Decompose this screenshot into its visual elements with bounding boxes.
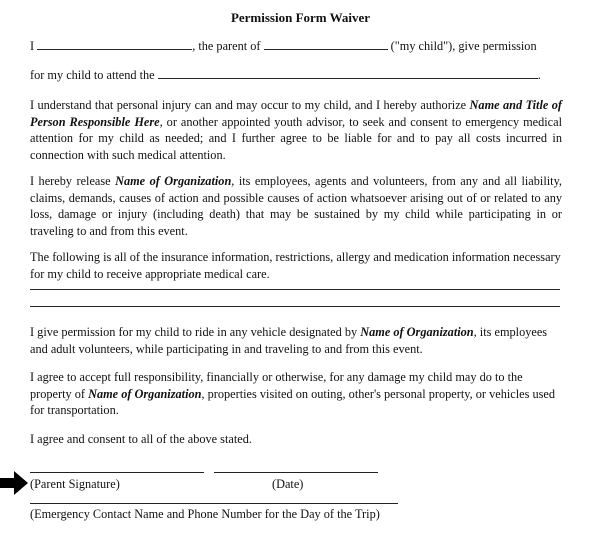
para2-text-b: , its employees, agents and volunteers, from any and all liability, claims, demands, causes of action and possible causes of action whatsoever arising out of or related to any loss, damage or injury (including death) that may be sustained by my child while participating in or traveling to and from this event. — [30, 174, 562, 238]
date-line[interactable] — [214, 472, 378, 473]
intro-period: . — [537, 68, 541, 82]
consent-statement: I agree and consent to all of the above stated. — [30, 432, 252, 446]
medical-info-line-1[interactable] — [30, 289, 560, 290]
parent-signature-line[interactable] — [30, 472, 204, 473]
para1-text-b: , or another appointed youth advisor, to seek and consent to emergency medical attention for my child as needed; and I further agree to be liable for and to pay all costs incurred in connection with such medical attention. — [30, 114, 563, 162]
intro-line-2 — [30, 67, 562, 84]
event-name-field[interactable] — [158, 67, 538, 79]
medical-authorization-paragraph — [30, 97, 562, 163]
child-name-field[interactable] — [264, 38, 388, 50]
medical-info-paragraph: The following is all of the insurance information, restrictions, allergy and medication information necessary for my child to receive appropriate medical care. — [30, 250, 561, 281]
date-label: (Date) — [272, 477, 304, 491]
parent-name-field[interactable] — [37, 38, 192, 50]
organization-placeholder: Name of Organization — [115, 174, 232, 188]
para1-text-a: I understand that personal injury can and may occur to my child, and I hereby authorize — [30, 98, 470, 112]
para5-text-b: , properties visited on outing, other's personal property, or vehicles used for transportation. — [30, 386, 555, 418]
medical-info-line-2[interactable] — [30, 306, 560, 307]
intro-give-permission: ("my child"), give permission — [390, 39, 537, 53]
organization-placeholder: Name of Organization — [88, 386, 202, 401]
form-title: Permission Form Waiver — [230, 10, 371, 25]
intro-attend: for my child to attend the — [30, 68, 155, 82]
para5-text-a: I agree to accept full responsibility, financially or otherwise, for any damage my child may do to the property of — [30, 370, 523, 401]
para2-text-a: I hereby release — [30, 174, 116, 188]
organization-placeholder: Name of Organization — [360, 325, 474, 339]
emergency-contact-line[interactable] — [30, 503, 398, 504]
arrow-right-icon — [0, 471, 28, 495]
intro-parent-of: , the parent of — [192, 39, 261, 53]
para4-text-b: , its employees and adult volunteers, while participating in and traveling to and from this event. — [30, 325, 548, 356]
intro-line-1 — [30, 38, 562, 55]
para4-text-a: I give permission for my child to ride in any vehicle designated by — [30, 325, 361, 339]
responsibility-paragraph — [30, 369, 562, 419]
intro-i: I — [30, 39, 35, 53]
responsible-person-placeholder: Name and Title of Person Responsible Here — [30, 98, 563, 129]
release-paragraph — [30, 173, 562, 239]
parent-signature-label: (Parent Signature) — [30, 477, 120, 491]
emergency-contact-label: (Emergency Contact Name and Phone Number for the Day of the Trip) — [30, 507, 380, 521]
transport-paragraph — [30, 324, 562, 357]
